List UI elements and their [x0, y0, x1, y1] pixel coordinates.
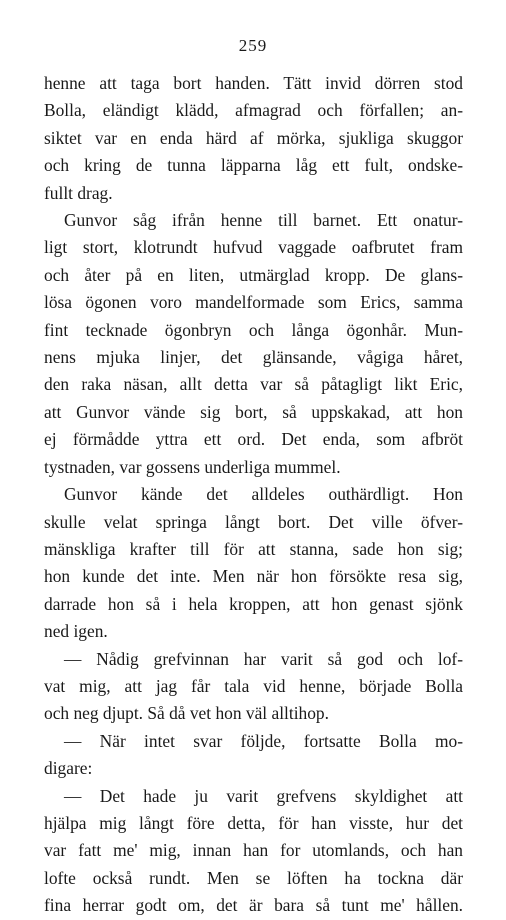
text-line: Bolla, eländigt klädd, afmagrad och förfallen; an-: [44, 100, 463, 121]
page-number: 259: [238, 36, 268, 55]
text-line: digare:: [44, 758, 93, 779]
text-line: fint tecknade ögonbryn och långa ögonhår. Mun-: [44, 319, 463, 340]
text-line: mänskliga krafter till för att stanna, sade hon sig;: [44, 538, 463, 559]
text-line: tystnaden, var gossens underliga mummel.: [44, 456, 341, 477]
text-line: darrade hon så i hela kroppen, att hon genast sjönk: [44, 593, 463, 614]
text-line: lofte också rundt. Men se löften ha tockna där: [44, 867, 463, 888]
text-line: nens mjuka linjer, det glänsande, vågiga håret,: [44, 347, 463, 368]
text-line: hon kunde det inte. Men när hon försökte resa sig,: [44, 566, 463, 587]
text-line: Gunvor kände det alldeles outhärdligt. Hon: [64, 484, 463, 505]
text-line: — När intet svar följde, fortsatte Bolla mo-: [64, 730, 463, 751]
text-line: var fatt me' mig, innan han for utomlands, och han: [44, 840, 463, 861]
text-line: ned igen.: [44, 621, 108, 642]
body-text: [44, 70, 463, 920]
text-line: skulle velat springa långt bort. Det ville öfver-: [44, 511, 463, 532]
text-line: ej förmådde yttra ett ord. Det enda, som afbröt: [44, 429, 463, 450]
text-line: fina herrar godt om, det är bara så tunt me' hållen.: [44, 895, 463, 916]
text-line: siktet var en enda härd af mörka, sjukliga skuggor: [44, 127, 463, 148]
text-line: att Gunvor vände sig bort, så uppskakad, att hon: [44, 401, 463, 422]
text-line: den raka näsan, allt detta var så påtagligt likt Eric,: [44, 374, 463, 395]
text-line: Gunvor såg ifrån henne till barnet. Ett onatur-: [64, 210, 463, 231]
text-line: fullt drag.: [44, 182, 113, 203]
text-line: — Det hade ju varit grefvens skyldighet att: [64, 785, 463, 806]
text-line: — Nådig grefvinnan har varit så god och lof-: [64, 648, 463, 669]
text-line: och åter på en liten, utmärglad kropp. De glans-: [44, 264, 463, 285]
text-line: hjälpa mig långt före detta, för han visste, hur det: [44, 812, 463, 833]
text-line: vat mig, att jag får tala vid henne, började Bolla: [44, 675, 463, 696]
text-line: ligt stort, klotrundt hufvud vaggade oafbrutet fram: [44, 237, 463, 258]
text-line: och neg djupt. Så då vet hon väl alltihop.: [44, 703, 329, 724]
text-line: och kring de tunna läpparna låg ett fult, ondske-: [44, 155, 463, 176]
text-line: henne att taga bort handen. Tätt invid dörren stod: [44, 73, 463, 93]
text-line: lösa ögonen voro mandelformade som Erics, samma: [44, 292, 463, 313]
